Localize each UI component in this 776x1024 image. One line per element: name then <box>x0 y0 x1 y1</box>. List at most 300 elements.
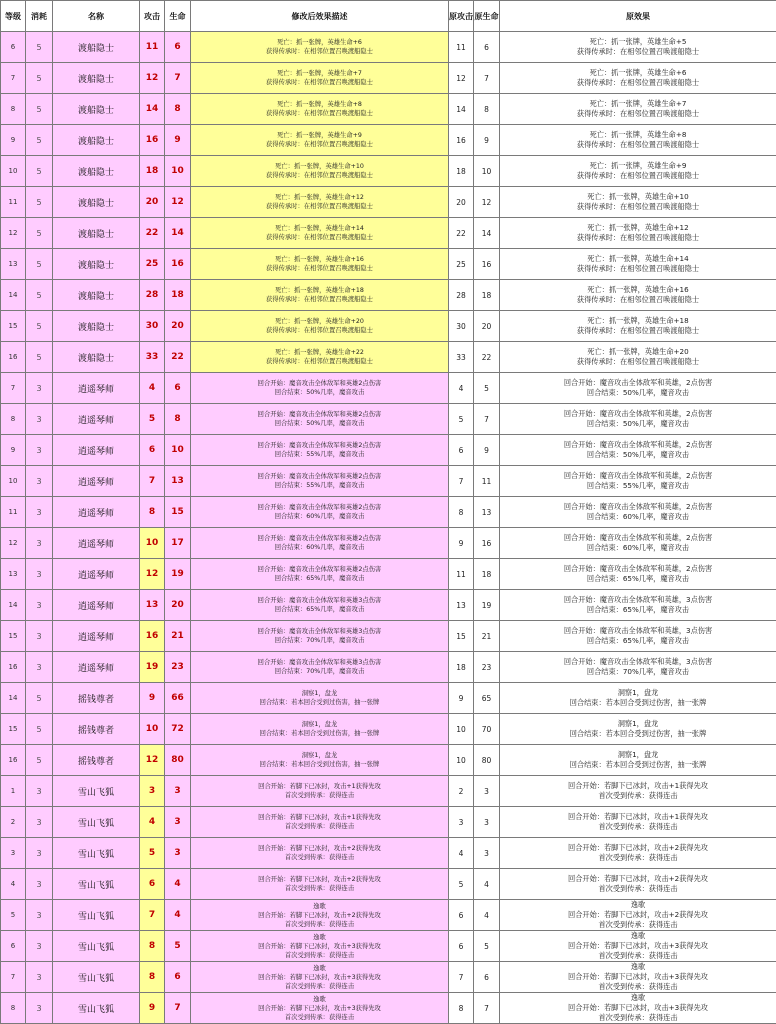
original-health-cell: 3 <box>474 776 500 807</box>
modified-effect-cell-line: 回合开始：魔音攻击全体敌军和英雄3点伤害 <box>257 628 382 635</box>
level-cell: 14 <box>1 683 26 714</box>
modified-effect-cell-line: 回合结束：若本回合受到过伤害，抽一张牌 <box>259 730 380 737</box>
name-cell: 逍遥琴师 <box>53 404 140 435</box>
attack-cell: 10 <box>140 528 165 559</box>
original-effect-cell-line: 回合开始：若脚下已冰封，攻击+3获得先攻 <box>568 941 708 950</box>
modified-effect-cell-line: 获得传承时：在相邻位置召唤渡船隐士 <box>265 110 374 117</box>
original-health-cell: 3 <box>474 838 500 869</box>
health-cell: 13 <box>165 466 191 497</box>
original-effect-cell-line: 回合开始：若脚下已冰封，攻击+3获得先攻 <box>568 1003 708 1012</box>
modified-effect-cell-line: 回合开始：魔音攻击全体敌军和英雄2点伤害 <box>257 504 382 511</box>
modified-effect-cell-line: 回合结束：50%几率，魔音攻击 <box>274 420 365 427</box>
attack-cell: 33 <box>140 342 165 373</box>
modified-effect-cell <box>191 621 449 652</box>
original-attack-cell: 4 <box>449 373 474 404</box>
original-effect-cell-line: 获得传承时：在相邻位置召唤渡船隐士 <box>576 47 700 56</box>
cost-cell: 5 <box>26 63 53 94</box>
modified-effect-cell-line: 获得传承时：在相邻位置召唤渡船隐士 <box>265 141 374 148</box>
attack-cell: 5 <box>140 404 165 435</box>
original-effect-cell-line: 洞察1，盘龙 <box>617 750 659 759</box>
original-effect-cell-line: 回合结束：55%几率，魔音攻击 <box>586 481 690 490</box>
table-row <box>1 497 776 528</box>
name-cell: 雪山飞狐 <box>53 962 140 993</box>
original-attack-cell: 11 <box>449 32 474 63</box>
original-attack-cell: 18 <box>449 652 474 683</box>
original-attack-cell: 10 <box>449 745 474 776</box>
name-cell: 渡船隐士 <box>53 125 140 156</box>
modified-effect-cell <box>191 683 449 714</box>
modified-effect-cell-line: 死亡：抓一张牌，英雄生命+18 <box>275 287 364 294</box>
name-cell: 渡船隐士 <box>53 32 140 63</box>
modified-effect-cell-line: 回合开始：若脚下已冰封，攻击+1获得先攻 <box>258 783 381 790</box>
attack-cell: 30 <box>140 311 165 342</box>
table-row <box>1 776 776 807</box>
level-cell: 14 <box>1 280 26 311</box>
modified-effect-cell <box>191 311 449 342</box>
header-level: 等级 <box>1 1 26 32</box>
health-cell: 22 <box>165 342 191 373</box>
level-cell: 10 <box>1 156 26 187</box>
table-row <box>1 280 776 311</box>
modified-effect-cell <box>191 249 449 280</box>
name-cell: 摇钱尊者 <box>53 714 140 745</box>
attack-cell: 28 <box>140 280 165 311</box>
original-effect-cell-line: 回合结束：65%几率，魔音攻击 <box>586 605 690 614</box>
original-attack-cell: 13 <box>449 590 474 621</box>
original-effect-cell <box>500 280 776 311</box>
modified-effect-cell-line: 逸歌 <box>313 964 326 972</box>
header-original-effect: 原效果 <box>500 1 776 32</box>
original-effect-cell-line: 逸歌 <box>630 900 646 909</box>
level-cell: 16 <box>1 652 26 683</box>
table-row <box>1 621 776 652</box>
original-health-cell: 70 <box>474 714 500 745</box>
original-effect-cell-line: 死亡：抓一张牌，英雄生命+16 <box>587 285 689 294</box>
modified-effect-cell-line: 首次受到传承：获得连击 <box>284 951 355 959</box>
original-effect-cell <box>500 94 776 125</box>
attack-cell: 25 <box>140 249 165 280</box>
level-cell: 12 <box>1 528 26 559</box>
name-cell: 渡船隐士 <box>53 218 140 249</box>
health-cell: 72 <box>165 714 191 745</box>
level-cell: 9 <box>1 125 26 156</box>
attack-cell: 11 <box>140 32 165 63</box>
original-effect-cell <box>500 869 776 900</box>
level-cell: 3 <box>1 838 26 869</box>
attack-cell: 8 <box>140 497 165 528</box>
original-attack-cell: 16 <box>449 125 474 156</box>
original-effect-cell-line: 逸歌 <box>630 962 646 971</box>
original-effect-cell-line: 死亡：抓一张牌，英雄生命+14 <box>587 254 689 263</box>
modified-effect-cell <box>191 466 449 497</box>
attack-cell: 16 <box>140 125 165 156</box>
modified-effect-cell-line: 首次受到传承：获得连击 <box>284 982 355 990</box>
original-effect-cell <box>500 900 776 931</box>
modified-effect-cell-line: 回合开始：若脚下已冰封，攻击+3获得先攻 <box>258 973 381 981</box>
health-cell: 19 <box>165 559 191 590</box>
modified-effect-cell-line: 死亡：抓一张牌，英雄生命+6 <box>277 39 362 46</box>
original-effect-cell-line: 洞察1，盘龙 <box>617 688 659 697</box>
original-effect-cell-line: 首次受到传承：获得连击 <box>598 1013 678 1022</box>
cost-cell: 3 <box>26 931 53 962</box>
level-cell: 15 <box>1 311 26 342</box>
health-cell: 80 <box>165 745 191 776</box>
attack-cell: 19 <box>140 652 165 683</box>
original-effect-cell-line: 回合开始：魔音攻击全体敌军和英雄，2点伤害 <box>563 533 713 542</box>
modified-effect-cell <box>191 373 449 404</box>
original-effect-cell-line: 回合开始：若脚下已冰封，攻击+2获得先攻 <box>568 910 708 919</box>
original-effect-cell <box>500 993 776 1024</box>
header-original-attack: 原攻击 <box>449 1 474 32</box>
original-attack-cell: 11 <box>449 559 474 590</box>
original-attack-cell: 8 <box>449 993 474 1024</box>
modified-effect-cell-line: 回合开始：魔音攻击全体敌军和英雄2点伤害 <box>257 473 382 480</box>
name-cell: 逍遥琴师 <box>53 590 140 621</box>
modified-effect-cell <box>191 94 449 125</box>
table-row <box>1 63 776 94</box>
cost-cell: 3 <box>26 900 53 931</box>
name-cell: 逍遥琴师 <box>53 621 140 652</box>
original-health-cell: 18 <box>474 280 500 311</box>
attack-cell: 7 <box>140 466 165 497</box>
attack-cell: 12 <box>140 559 165 590</box>
modified-effect-cell-line: 回合开始：魔音攻击全体敌军和英雄3点伤害 <box>257 659 382 666</box>
modified-effect-cell-line: 获得传承时：在相邻位置召唤渡船隐士 <box>265 48 374 55</box>
original-attack-cell: 14 <box>449 94 474 125</box>
original-effect-cell-line: 回合开始：若脚下已冰封，攻击+2获得先攻 <box>568 874 708 883</box>
original-effect-cell-line: 死亡：抓一张牌，英雄生命+5 <box>589 37 687 46</box>
health-cell: 23 <box>165 652 191 683</box>
table-row <box>1 838 776 869</box>
level-cell: 16 <box>1 342 26 373</box>
level-cell: 7 <box>1 962 26 993</box>
cost-cell: 5 <box>26 218 53 249</box>
modified-effect-cell-line: 洞察1，盘龙 <box>301 721 338 728</box>
attack-cell: 10 <box>140 714 165 745</box>
modified-effect-cell-line: 回合开始：魔音攻击全体敌军和英雄2点伤害 <box>257 411 382 418</box>
original-effect-cell-line: 死亡：抓一张牌，英雄生命+20 <box>587 347 689 356</box>
table-row <box>1 435 776 466</box>
health-cell: 16 <box>165 249 191 280</box>
cost-cell: 3 <box>26 621 53 652</box>
level-cell: 7 <box>1 63 26 94</box>
original-attack-cell: 6 <box>449 435 474 466</box>
table-row <box>1 311 776 342</box>
table-row <box>1 373 776 404</box>
cost-cell: 3 <box>26 373 53 404</box>
original-attack-cell: 2 <box>449 776 474 807</box>
original-effect-cell-line: 逸歌 <box>630 931 646 940</box>
table-row <box>1 125 776 156</box>
modified-effect-cell-line: 逸歌 <box>313 933 326 941</box>
header-health: 生命 <box>165 1 191 32</box>
original-effect-cell <box>500 218 776 249</box>
modified-effect-cell-line: 回合开始：魔音攻击全体敌军和英雄3点伤害 <box>257 597 382 604</box>
original-attack-cell: 5 <box>449 404 474 435</box>
modified-effect-cell <box>191 404 449 435</box>
original-effect-cell-line: 死亡：抓一张牌，英雄生命+7 <box>589 99 687 108</box>
modified-effect-cell-line: 回合结束：70%几率，魔音攻击 <box>274 637 365 644</box>
modified-effect-cell-line: 获得传承时：在相邻位置召唤渡船隐士 <box>265 79 374 86</box>
original-health-cell: 7 <box>474 404 500 435</box>
original-effect-cell <box>500 311 776 342</box>
original-health-cell: 14 <box>474 218 500 249</box>
original-effect-cell-line: 逸歌 <box>630 993 646 1002</box>
original-attack-cell: 22 <box>449 218 474 249</box>
cost-cell: 3 <box>26 590 53 621</box>
original-effect-cell-line: 回合开始：魔音攻击全体敌军和英雄，2点伤害 <box>563 440 713 449</box>
original-health-cell: 7 <box>474 63 500 94</box>
attack-cell: 9 <box>140 683 165 714</box>
level-cell: 1 <box>1 776 26 807</box>
original-effect-cell-line: 首次受到传承：获得连击 <box>598 982 678 991</box>
health-cell: 10 <box>165 435 191 466</box>
header-attack: 攻击 <box>140 1 165 32</box>
modified-effect-cell-line: 获得传承时：在相邻位置召唤渡船隐士 <box>265 234 374 241</box>
attack-cell: 6 <box>140 869 165 900</box>
attack-cell: 4 <box>140 373 165 404</box>
health-cell: 5 <box>165 931 191 962</box>
modified-effect-cell-line: 首次受到传承：获得连击 <box>284 920 355 928</box>
attack-cell: 3 <box>140 776 165 807</box>
original-effect-cell <box>500 497 776 528</box>
modified-effect-cell <box>191 125 449 156</box>
modified-effect-cell-line: 获得传承时：在相邻位置召唤渡船隐士 <box>265 265 374 272</box>
name-cell: 摇钱尊者 <box>53 683 140 714</box>
original-effect-cell-line: 获得传承时：在相邻位置召唤渡船隐士 <box>576 140 700 149</box>
table-row <box>1 187 776 218</box>
cost-cell: 3 <box>26 838 53 869</box>
modified-effect-cell <box>191 807 449 838</box>
modified-effect-cell-line: 首次受到传承：获得连击 <box>284 823 355 830</box>
modified-effect-cell <box>191 652 449 683</box>
modified-effect-cell-line: 回合结束：60%几率，魔音攻击 <box>274 513 365 520</box>
name-cell: 逍遥琴师 <box>53 373 140 404</box>
cost-cell: 3 <box>26 807 53 838</box>
modified-effect-cell <box>191 528 449 559</box>
modified-effect-cell <box>191 280 449 311</box>
original-effect-cell-line: 死亡：抓一张牌，英雄生命+12 <box>587 223 689 232</box>
cost-cell: 3 <box>26 435 53 466</box>
original-attack-cell: 9 <box>449 528 474 559</box>
cost-cell: 5 <box>26 683 53 714</box>
original-attack-cell: 33 <box>449 342 474 373</box>
cost-cell: 5 <box>26 311 53 342</box>
original-effect-cell-line: 回合结束：60%几率，魔音攻击 <box>586 512 690 521</box>
original-attack-cell: 20 <box>449 187 474 218</box>
name-cell: 逍遥琴师 <box>53 466 140 497</box>
health-cell: 3 <box>165 776 191 807</box>
modified-effect-cell-line: 死亡：抓一张牌，英雄生命+10 <box>275 163 364 170</box>
attack-cell: 14 <box>140 94 165 125</box>
modified-effect-cell-line: 首次受到传承：获得连击 <box>284 885 355 892</box>
modified-effect-cell <box>191 838 449 869</box>
original-effect-cell <box>500 187 776 218</box>
modified-effect-cell <box>191 32 449 63</box>
original-effect-cell <box>500 435 776 466</box>
cost-cell: 5 <box>26 249 53 280</box>
modified-effect-cell <box>191 497 449 528</box>
modified-effect-cell-line: 回合开始：若脚下已冰封，攻击+3获得先攻 <box>258 942 381 950</box>
attack-cell: 16 <box>140 621 165 652</box>
cost-cell: 3 <box>26 404 53 435</box>
health-cell: 12 <box>165 187 191 218</box>
health-cell: 20 <box>165 311 191 342</box>
original-effect-cell-line: 获得传承时：在相邻位置召唤渡船隐士 <box>576 357 700 366</box>
name-cell: 渡船隐士 <box>53 311 140 342</box>
original-effect-cell-line: 回合开始：若脚下已冰封，攻击+1获得先攻 <box>568 812 708 821</box>
original-effect-cell-line: 回合开始：魔音攻击全体敌军和英雄，2点伤害 <box>563 564 713 573</box>
original-effect-cell-line: 回合结束：若本回合受到过伤害，抽一张牌 <box>569 729 707 738</box>
health-cell: 4 <box>165 869 191 900</box>
original-attack-cell: 6 <box>449 900 474 931</box>
original-effect-cell <box>500 342 776 373</box>
original-attack-cell: 6 <box>449 931 474 962</box>
table-row <box>1 466 776 497</box>
original-effect-cell <box>500 528 776 559</box>
table-row <box>1 900 776 931</box>
original-effect-cell-line: 回合开始：魔音攻击全体敌军和英雄，3点伤害 <box>563 626 713 635</box>
name-cell: 渡船隐士 <box>53 94 140 125</box>
modified-effect-cell <box>191 342 449 373</box>
attack-cell: 13 <box>140 590 165 621</box>
original-health-cell: 20 <box>474 311 500 342</box>
original-attack-cell: 5 <box>449 869 474 900</box>
name-cell: 雪山飞狐 <box>53 900 140 931</box>
table-row <box>1 404 776 435</box>
modified-effect-cell-line: 死亡：抓一张牌，英雄生命+20 <box>275 318 364 325</box>
table-row <box>1 94 776 125</box>
original-health-cell: 4 <box>474 900 500 931</box>
table-row <box>1 869 776 900</box>
name-cell: 雪山飞狐 <box>53 838 140 869</box>
cost-cell: 5 <box>26 342 53 373</box>
level-cell: 15 <box>1 714 26 745</box>
modified-effect-cell-line: 逸歌 <box>313 995 326 1003</box>
original-effect-cell <box>500 373 776 404</box>
name-cell: 逍遥琴师 <box>53 652 140 683</box>
original-effect-cell-line: 回合结束：若本回合受到过伤害，抽一张牌 <box>569 698 707 707</box>
health-cell: 14 <box>165 218 191 249</box>
original-effect-cell-line: 回合开始：魔音攻击全体敌军和英雄，2点伤害 <box>563 471 713 480</box>
original-health-cell: 10 <box>474 156 500 187</box>
original-effect-cell <box>500 404 776 435</box>
health-cell: 8 <box>165 94 191 125</box>
original-effect-cell <box>500 714 776 745</box>
original-effect-cell <box>500 652 776 683</box>
modified-effect-cell-line: 死亡：抓一张牌，英雄生命+7 <box>277 70 362 77</box>
modified-effect-cell-line: 死亡：抓一张牌，英雄生命+22 <box>275 349 364 356</box>
attack-cell: 8 <box>140 962 165 993</box>
health-cell: 6 <box>165 962 191 993</box>
modified-effect-cell-line: 回合结束：55%几率，魔音攻击 <box>274 482 365 489</box>
original-effect-cell-line: 回合结束：65%几率，魔音攻击 <box>586 574 690 583</box>
original-effect-cell-line: 回合结束：65%几率，魔音攻击 <box>586 636 690 645</box>
name-cell: 雪山飞狐 <box>53 807 140 838</box>
cost-cell: 3 <box>26 528 53 559</box>
health-cell: 21 <box>165 621 191 652</box>
level-cell: 12 <box>1 218 26 249</box>
header-cost: 消耗 <box>26 1 53 32</box>
original-effect-cell <box>500 125 776 156</box>
modified-effect-cell-line: 回合开始：若脚下已冰封，攻击+2获得先攻 <box>258 876 381 883</box>
level-cell: 10 <box>1 466 26 497</box>
modified-effect-cell-line: 回合开始：若脚下已冰封，攻击+2获得先攻 <box>258 911 381 919</box>
modified-effect-cell-line: 逸歌 <box>313 902 326 910</box>
table-row <box>1 962 776 993</box>
level-cell: 5 <box>1 900 26 931</box>
name-cell: 雪山飞狐 <box>53 993 140 1024</box>
original-effect-cell <box>500 838 776 869</box>
level-cell: 13 <box>1 249 26 280</box>
attack-cell: 18 <box>140 156 165 187</box>
original-effect-cell <box>500 745 776 776</box>
modified-effect-cell-line: 回合开始：魔音攻击全体敌军和英雄2点伤害 <box>257 566 382 573</box>
original-health-cell: 21 <box>474 621 500 652</box>
original-effect-cell <box>500 776 776 807</box>
original-health-cell: 23 <box>474 652 500 683</box>
modified-effect-cell-line: 回合结束：若本回合受到过伤害，抽一张牌 <box>259 699 380 706</box>
original-health-cell: 7 <box>474 993 500 1024</box>
table-row <box>1 342 776 373</box>
original-effect-cell-line: 死亡：抓一张牌，英雄生命+18 <box>587 316 689 325</box>
original-effect-cell <box>500 559 776 590</box>
original-effect-cell-line: 回合结束：50%几率，魔音攻击 <box>586 450 690 459</box>
attack-cell: 6 <box>140 435 165 466</box>
original-effect-cell-line: 回合开始：魔音攻击全体敌军和英雄，2点伤害 <box>563 409 713 418</box>
cost-cell: 3 <box>26 652 53 683</box>
original-effect-cell-line: 死亡：抓一张牌，英雄生命+8 <box>589 130 687 139</box>
original-effect-cell-line: 获得传承时：在相邻位置召唤渡船隐士 <box>576 295 700 304</box>
name-cell: 逍遥琴师 <box>53 497 140 528</box>
original-health-cell: 65 <box>474 683 500 714</box>
health-cell: 66 <box>165 683 191 714</box>
original-attack-cell: 15 <box>449 621 474 652</box>
original-effect-cell-line: 回合开始：若脚下已冰封，攻击+2获得先攻 <box>568 843 708 852</box>
cost-cell: 3 <box>26 962 53 993</box>
modified-effect-cell-line: 获得传承时：在相邻位置召唤渡船隐士 <box>265 327 374 334</box>
name-cell: 渡船隐士 <box>53 249 140 280</box>
original-attack-cell: 4 <box>449 838 474 869</box>
name-cell: 摇钱尊者 <box>53 745 140 776</box>
health-cell: 20 <box>165 590 191 621</box>
cost-cell: 3 <box>26 993 53 1024</box>
modified-effect-cell-line: 回合开始：若脚下已冰封，攻击+1获得先攻 <box>258 814 381 821</box>
name-cell: 逍遥琴师 <box>53 528 140 559</box>
cost-cell: 5 <box>26 187 53 218</box>
modified-effect-cell-line: 回合结束：70%几率，魔音攻击 <box>274 668 365 675</box>
modified-effect-cell-line: 回合结束：65%几率，魔音攻击 <box>274 575 365 582</box>
modified-effect-cell <box>191 776 449 807</box>
table-row <box>1 590 776 621</box>
modified-effect-cell-line: 获得传承时：在相邻位置召唤渡船隐士 <box>265 172 374 179</box>
original-health-cell: 22 <box>474 342 500 373</box>
original-effect-cell <box>500 249 776 280</box>
modified-effect-cell-line: 死亡：抓一张牌，英雄生命+8 <box>277 101 362 108</box>
modified-effect-cell-line: 死亡：抓一张牌，英雄生命+9 <box>277 132 362 139</box>
original-health-cell: 16 <box>474 249 500 280</box>
original-health-cell: 12 <box>474 187 500 218</box>
original-effect-cell-line: 获得传承时：在相邻位置召唤渡船隐士 <box>576 202 700 211</box>
original-effect-cell-line: 洞察1，盘龙 <box>617 719 659 728</box>
modified-effect-cell <box>191 63 449 94</box>
table-row <box>1 559 776 590</box>
table-row <box>1 683 776 714</box>
original-effect-cell-line: 回合开始：若脚下已冰封，攻击+3获得先攻 <box>568 972 708 981</box>
modified-effect-cell <box>191 745 449 776</box>
original-attack-cell: 10 <box>449 714 474 745</box>
level-cell: 6 <box>1 931 26 962</box>
